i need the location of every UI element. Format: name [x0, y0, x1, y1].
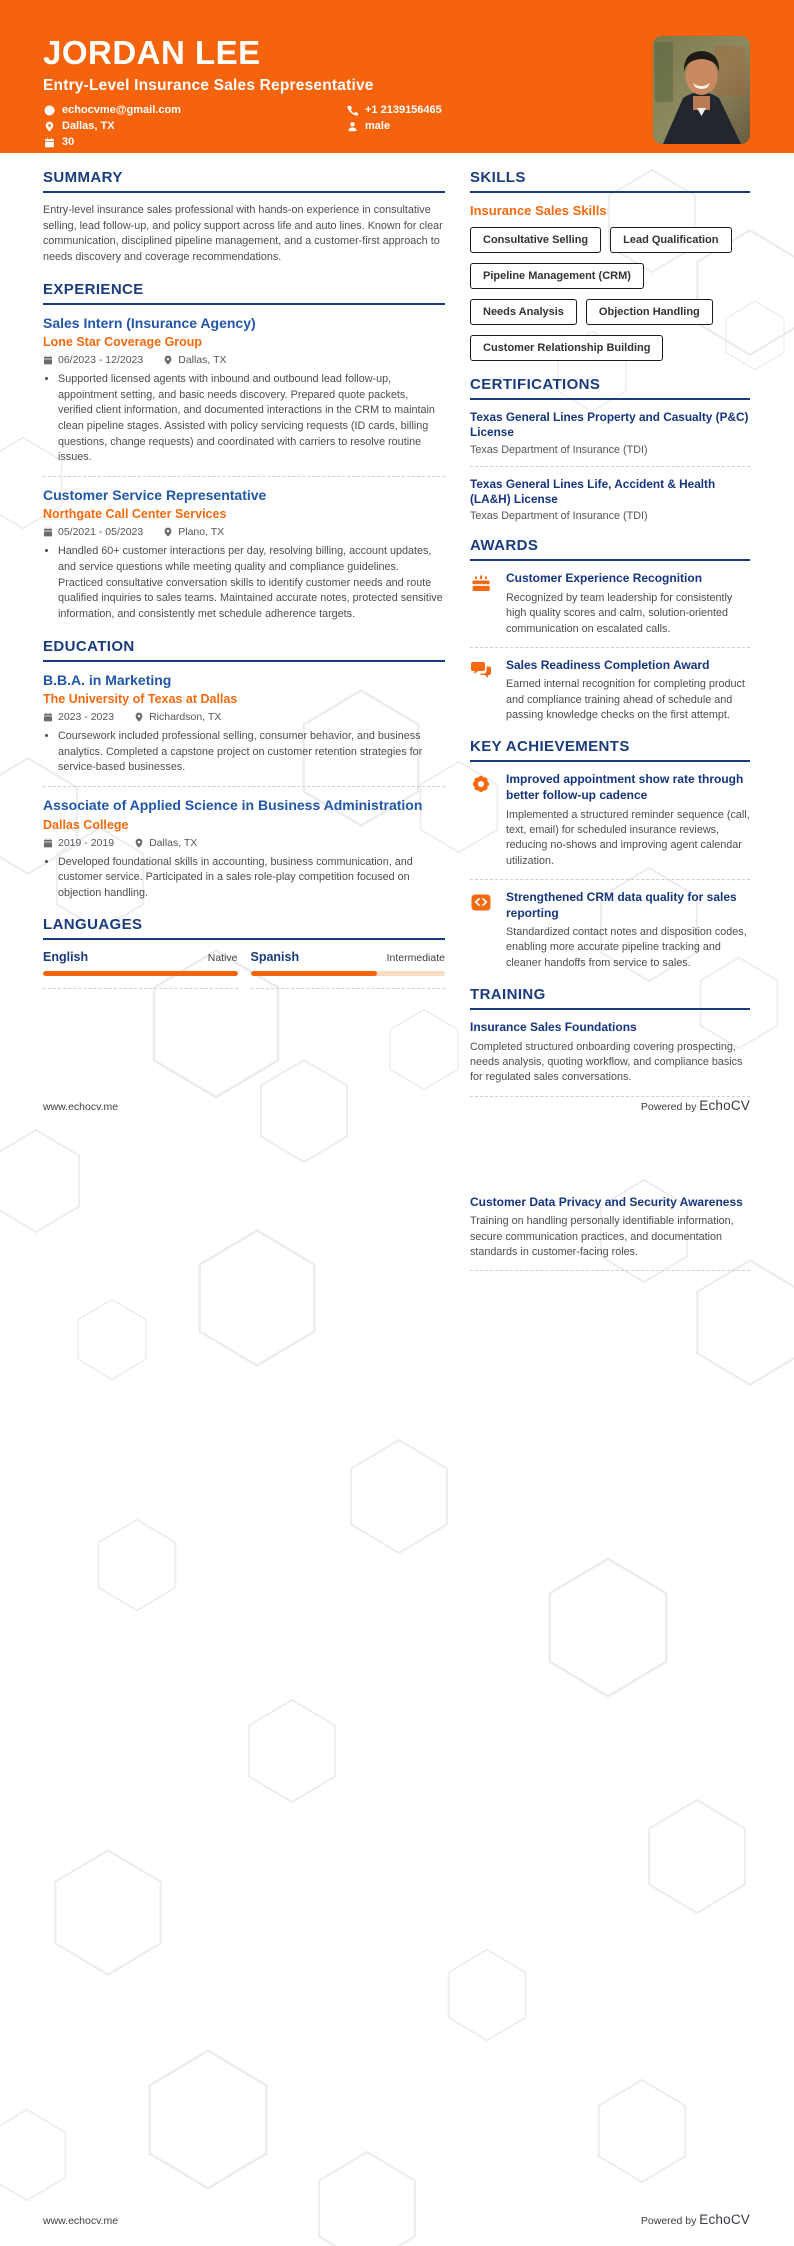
- powered-by: Powered by EchoCV: [640, 1098, 750, 1113]
- location-pin-icon: [43, 121, 55, 132]
- hexagon-decoration: [246, 1698, 338, 1804]
- divider: [43, 786, 445, 787]
- education-item: [43, 672, 445, 776]
- profile-photo: [653, 36, 750, 144]
- key-achievements-heading: KEY ACHIEVEMENTS: [470, 738, 750, 762]
- skills-heading: SKILLS: [470, 169, 750, 193]
- education-dates: 2023 - 2023: [43, 711, 114, 723]
- contact-location: [43, 120, 346, 133]
- achievement-item: [470, 890, 750, 971]
- experience-heading: EXPERIENCE: [43, 281, 445, 305]
- experience-company: Lone Star Coverage Group: [43, 335, 203, 350]
- section-training: [470, 986, 750, 1271]
- hexagon-decoration: [146, 2048, 270, 2191]
- candidate-name: JORDAN LEE: [43, 34, 261, 71]
- education-dates: 2019 - 2019: [43, 837, 114, 849]
- contact-location-value: Dallas, TX: [62, 120, 115, 133]
- calendar-icon: [43, 527, 53, 537]
- hexagon-decoration: [316, 2150, 418, 2246]
- education-location: Dallas, TX: [134, 837, 197, 849]
- award-description: Earned internal recognition for completing product and compliance training ahead of schedule and passing knowledge checks on the first attempt.: [506, 678, 745, 722]
- education-school: Dallas College: [43, 817, 129, 832]
- achievement-title: Improved appointment show rate through better follow-up cadence: [506, 772, 744, 803]
- location-pin-icon: [163, 355, 173, 365]
- left-column: [43, 169, 445, 1286]
- achievement-description: Standardized contact notes and disposition codes, enabling more accurate pipeline tracking and cleaner handoffs from service to sales.: [506, 926, 747, 969]
- education-heading: EDUCATION: [43, 638, 445, 662]
- award-description: Recognized by team leadership for consistently high quality scores and calm, solution-oriented communication on escalated calls.: [506, 591, 733, 635]
- certification-title: Texas General Lines Property and Casualty (P&C) License: [470, 410, 749, 440]
- calendar-icon: [43, 712, 53, 722]
- person-icon: [346, 121, 358, 132]
- website-link[interactable]: www.echocv.me: [43, 2215, 119, 2227]
- experience-location: Dallas, TX: [163, 354, 226, 366]
- skill-chip: Consultative Selling: [470, 227, 601, 253]
- divider: [43, 988, 238, 989]
- education-school: The University of Texas at Dallas: [43, 692, 238, 707]
- divider: [470, 1096, 750, 1097]
- email-icon: [43, 105, 55, 116]
- experience-bullet: • Supported licensed agents with inbound and outbound lead follow-up, appointment setting, and basic needs discovery. Prepared quote packets, verified client information, and documented interactions in the CRM to maintain clean pipeline stages. Assisted with policy servicing requests (ID cards, billing questions, change requests) and coordinated with carriers to resolve routine issues.: [58, 372, 445, 466]
- website-link[interactable]: www.echocv.me: [43, 1101, 119, 1113]
- training-title: Insurance Sales Foundations: [470, 1020, 637, 1035]
- section-key-achievements: [470, 738, 750, 971]
- achievement-description: Implemented a structured reminder sequence (call, text, email) for scheduled insurance reviews, reducing no-shows and improving agent calendar utilization.: [506, 808, 750, 867]
- divider: [470, 879, 750, 880]
- contact-phone-value: +1 2139156465: [365, 104, 442, 116]
- training-description: Completed structured onboarding covering prospecting, needs analysis, quoting workflow, and compliance basics for regulated sales conversations.: [470, 1040, 743, 1084]
- hexagon-decoration: [0, 2108, 68, 2202]
- contact-info: [43, 104, 750, 150]
- education-bullet: • Developed foundational skills in accounting, business communication, and customer service. Participated in a sales role-play competition focused on objection handling.: [58, 855, 445, 902]
- skills-category: Insurance Sales Skills: [470, 203, 607, 218]
- hexagon-decoration: [348, 1438, 450, 1555]
- hexagon-decoration: [446, 1948, 528, 2042]
- phone-icon: [346, 105, 358, 116]
- experience-role: Sales Intern (Insurance Agency): [43, 314, 256, 331]
- calendar-icon: [43, 838, 53, 848]
- chat-bubbles-icon: [470, 658, 494, 724]
- experience-dates: 05/2021 - 05/2023: [43, 526, 143, 538]
- divider: [43, 476, 445, 477]
- education-location: Richardson, TX: [134, 711, 221, 723]
- certification-title: Texas General Lines Life, Accident & Health (LA&H) License: [470, 476, 716, 506]
- award-title: Customer Experience Recognition: [506, 571, 703, 586]
- experience-item: [43, 487, 445, 623]
- section-skills: [470, 169, 750, 361]
- language-name: Spanish: [250, 950, 300, 965]
- gear-icon: [470, 772, 494, 869]
- calendar-icon: [43, 355, 53, 365]
- hexagon-decoration: [646, 1798, 748, 1915]
- award-item: [470, 571, 750, 637]
- achievement-item: [470, 772, 750, 869]
- page-footer: [43, 2212, 750, 2227]
- skill-chip: Pipeline Management (CRM): [470, 263, 644, 289]
- section-experience: [43, 281, 445, 623]
- language-item: [251, 950, 446, 989]
- language-bar-fill: [251, 971, 377, 976]
- contact-age: [43, 136, 346, 149]
- candidate-job-title: Entry-Level Insurance Sales Representative: [43, 77, 374, 94]
- language-item: [43, 950, 238, 989]
- education-degree: Associate of Applied Science in Business Administration: [43, 797, 423, 814]
- page-footer: [43, 1098, 750, 1113]
- language-bar-fill: [43, 971, 238, 976]
- header-banner: [0, 0, 794, 153]
- contact-email-value: echocvme@gmail.com: [62, 104, 181, 116]
- language-level: Native: [207, 952, 238, 965]
- award-item: [470, 658, 750, 724]
- skill-chip: Lead Qualification: [610, 227, 731, 253]
- skill-chip: Needs Analysis: [470, 299, 577, 325]
- section-awards: [470, 537, 750, 723]
- certification-item: [470, 410, 750, 456]
- contact-age-value: 30: [62, 136, 75, 149]
- hexagon-decoration: [546, 1556, 670, 1699]
- language-name: English: [43, 950, 89, 965]
- divider: [470, 1270, 750, 1271]
- divider: [470, 466, 750, 467]
- experience-company: Northgate Call Center Services: [43, 507, 227, 522]
- experience-bullet: • Handled 60+ customer interactions per day, resolving billing, account updates, and service questions while meeting quality and compliance guidelines. Practiced consultative conversation skills to identify customer needs and route qualified inquiries to sales teams. Maintained accurate notes, protected sensitive information, and consistently met schedule adherence targets.: [58, 544, 445, 622]
- echocv-brand: EchoCV: [699, 2212, 750, 2227]
- training-title: Customer Data Privacy and Security Awareness: [470, 1194, 743, 1209]
- certification-issuer: Texas Department of Insurance (TDI): [470, 510, 648, 523]
- certification-item: [470, 477, 750, 523]
- divider: [470, 647, 750, 648]
- education-bullet: • Coursework included professional selling, consumer behavior, and business analytics. Completed a capstone project on customer retention strategies for service-based businesses.: [58, 729, 445, 776]
- cake-award-icon: [470, 571, 494, 637]
- training-heading: TRAINING: [470, 986, 750, 1010]
- education-degree: B.B.A. in Marketing: [43, 671, 172, 688]
- section-education: [43, 638, 445, 902]
- summary-heading: SUMMARY: [43, 169, 445, 193]
- experience-location: Plano, TX: [163, 526, 224, 538]
- hexagon-decoration: [76, 1298, 148, 1381]
- language-bar: [43, 971, 238, 976]
- training-description: Training on handling personally identifiable information, secure communication practices, and documentation standards in customer-facing roles.: [470, 1215, 734, 1258]
- contact-email[interactable]: [43, 104, 346, 117]
- hexagon-decoration: [596, 2078, 688, 2184]
- powered-by: Powered by EchoCV: [640, 2212, 750, 2227]
- section-summary: [43, 169, 445, 266]
- languages-heading: LANGUAGES: [43, 916, 445, 940]
- training-item: [470, 1195, 750, 1261]
- certification-issuer: Texas Department of Insurance (TDI): [470, 443, 648, 456]
- hexagon-decoration: [96, 1518, 178, 1612]
- award-title: Sales Readiness Completion Award: [506, 657, 710, 672]
- language-level: Intermediate: [386, 952, 445, 965]
- achievement-title: Strengthened CRM data quality for sales reporting: [506, 889, 737, 920]
- skill-chip: Customer Relationship Building: [470, 335, 663, 361]
- training-item: [470, 1020, 750, 1086]
- location-pin-icon: [134, 712, 144, 722]
- echocv-brand: EchoCV: [699, 1098, 750, 1113]
- education-item: [43, 797, 445, 901]
- experience-item: [43, 315, 445, 466]
- right-column: [470, 169, 750, 1286]
- section-languages: [43, 916, 445, 989]
- calendar-icon: [43, 137, 55, 148]
- skill-chip: Objection Handling: [586, 299, 713, 325]
- certifications-heading: CERTIFICATIONS: [470, 376, 750, 400]
- hexagon-decoration: [52, 1848, 164, 1977]
- section-certifications: [470, 376, 750, 522]
- location-pin-icon: [134, 838, 144, 848]
- summary-text: Entry-level insurance sales professional with hands-on experience in consultative selling, lead follow-up, and policy support across life and auto lines. Known for clear communication, disciplined pipeline management, and a customer-first approach to needs discovery and coverage recommendations.: [43, 204, 443, 263]
- experience-role: Customer Service Representative: [43, 486, 267, 503]
- location-pin-icon: [163, 527, 173, 537]
- contact-gender-value: male: [365, 120, 391, 133]
- experience-dates: 06/2023 - 12/2023: [43, 354, 143, 366]
- skills-chip-list: [470, 227, 750, 361]
- language-bar: [251, 971, 446, 976]
- code-icon: [470, 890, 494, 971]
- divider: [251, 988, 446, 989]
- awards-heading: AWARDS: [470, 537, 750, 561]
